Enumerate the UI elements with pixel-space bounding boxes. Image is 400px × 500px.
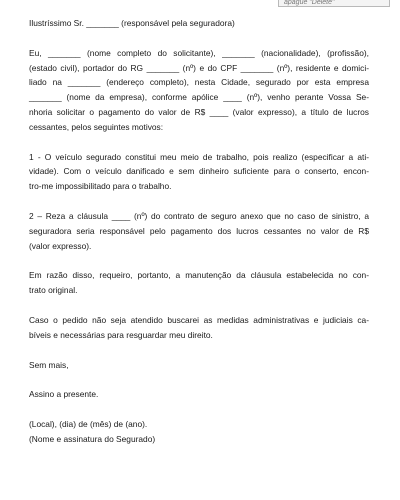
closing-sign-statement: Assino a presente.	[29, 389, 99, 400]
paragraph-line: nhoria solicitar o pagamento do valor de R$ ____ (valor expresso), a título de lucros	[29, 106, 369, 117]
signature-line: (Nome e assinatura do Segurado)	[29, 433, 156, 444]
paragraph-line: tro-me impossibilitado para o trabalho.	[29, 181, 172, 192]
paragraph-line: Em razão disso, requeiro, portanto, a manutenção da cláusula estabelecida no con-	[29, 270, 369, 281]
paragraph-line: _______ (nome da empresa), conforme apólice ____ (nº), venho perante Vossa Se-	[29, 92, 369, 103]
paragraph-line: 1 - O veículo segurado constitui meu meio de trabalho, pois realizo (especificar a ati-	[29, 151, 369, 162]
paragraph-line: (estado civil), portador do RG _______ (nº) e do CPF _______ (nº), residente e domici-	[29, 62, 369, 73]
paragraph-line: cessantes, pelos seguintes motivos:	[29, 121, 164, 132]
paragraph-line: seguradora seria responsável pelo pagamento dos lucros cessantes no valor de R$	[29, 225, 369, 236]
paragraph-line: bíveis e necessárias para resguardar meu direito.	[29, 329, 213, 340]
paragraph-reason-2	[29, 209, 369, 253]
delete-hint-label: apague "Delete"	[278, 0, 390, 7]
paragraph-line: vidade). Com o veículo danificado e sem dinheiro suficiente para o conserto, encon-	[29, 166, 369, 177]
salutation: Ilustríssimo Sr. _______ (responsável pela seguradora)	[29, 18, 235, 28]
paragraph-request	[29, 46, 369, 135]
paragraph-line: Eu, _______ (nome completo do solicitante), _______ (nacionalidade), (profissão),	[29, 47, 369, 58]
paragraph-line: 2 – Reza a cláusula ____ (nº) do contrato de seguro anexo que no caso de sinistro, a	[29, 210, 369, 221]
paragraph-line: Caso o pedido não seja atendido buscarei as medidas administrativas e judiciais ca-	[29, 314, 369, 325]
place-and-date: (Local), (dia) de (mês) de (ano).	[29, 419, 148, 430]
paragraph-warning	[29, 313, 369, 343]
paragraph-line: liado na _______ (endereço completo), nesta Cidade, segurado por esta empresa	[29, 77, 369, 88]
paragraph-reason-1	[29, 150, 369, 194]
paragraph-line: trato original.	[29, 285, 78, 296]
paragraph-line: (valor expresso).	[29, 240, 92, 251]
letter-body	[29, 16, 369, 447]
closing-remark: Sem mais,	[29, 359, 69, 370]
paragraph-request-clause	[29, 268, 369, 298]
